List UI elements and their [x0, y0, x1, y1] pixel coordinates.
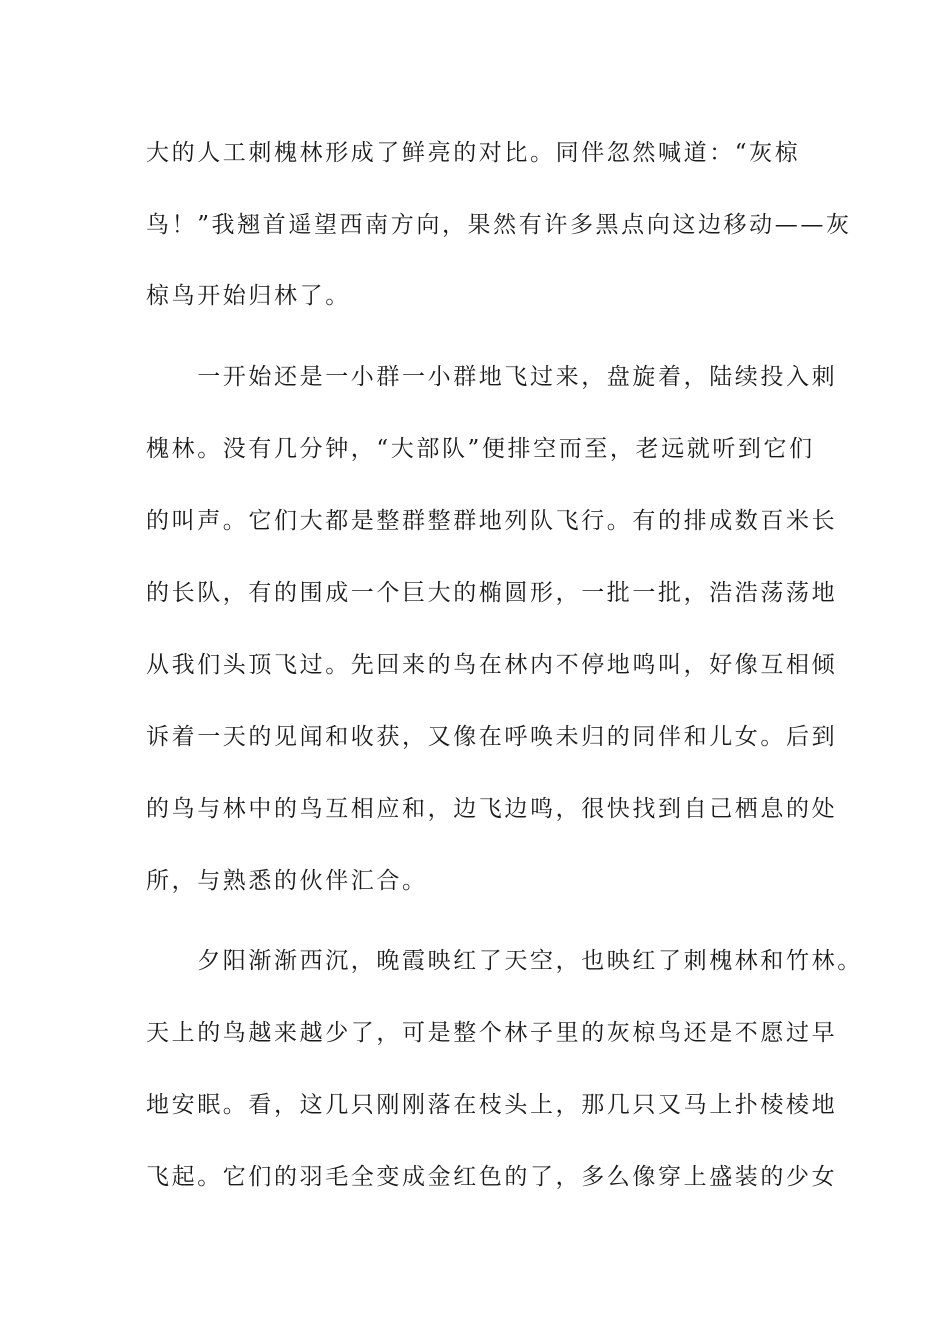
text-line: 天上的鸟越来越少了，可是整个林子里的灰椋鸟还是不愿过早	[146, 1020, 838, 1046]
text-line: 所，与熟悉的伙伴汇合。	[146, 868, 428, 894]
text-line: 的鸟与林中的鸟互相应和，边飞边鸣，很快找到自己栖息的处	[146, 796, 838, 822]
text-line: 鸟！”我翘首遥望西南方向，果然有许多黑点向这边移动——灰	[146, 212, 852, 238]
text-line: 一开始还是一小群一小群地飞过来，盘旋着，陆续投入刺	[146, 364, 838, 390]
text-line: 夕阳渐渐西沉，晚霞映红了天空，也映红了刺槐林和竹林。	[146, 948, 863, 974]
text-line: 从我们头顶飞过。先回来的鸟在林内不停地鸣叫，好像互相倾	[146, 652, 838, 678]
text-line: 飞起。它们的羽毛全变成金红色的了，多么像穿上盛装的少女	[146, 1164, 838, 1190]
text-line: 的长队，有的围成一个巨大的椭圆形，一批一批，浩浩荡荡地	[146, 580, 838, 606]
text-line: 的叫声。它们大都是整群整群地列队飞行。有的排成数百米长	[146, 508, 838, 534]
text-line: 大的人工刺槐林形成了鲜亮的对比。同伴忽然喊道：“灰椋	[146, 140, 801, 166]
text-line: 椋鸟开始归林了。	[146, 283, 351, 309]
text-line: 地安眠。看，这几只刚刚落在枝头上，那几只又马上扑棱棱地	[146, 1092, 838, 1118]
text-line: 诉着一天的见闻和收获，又像在呼唤未归的同伴和儿女。后到	[146, 724, 838, 750]
text-line: 槐林。没有几分钟，“大部队”便排空而至，老远就听到它们	[146, 436, 815, 462]
